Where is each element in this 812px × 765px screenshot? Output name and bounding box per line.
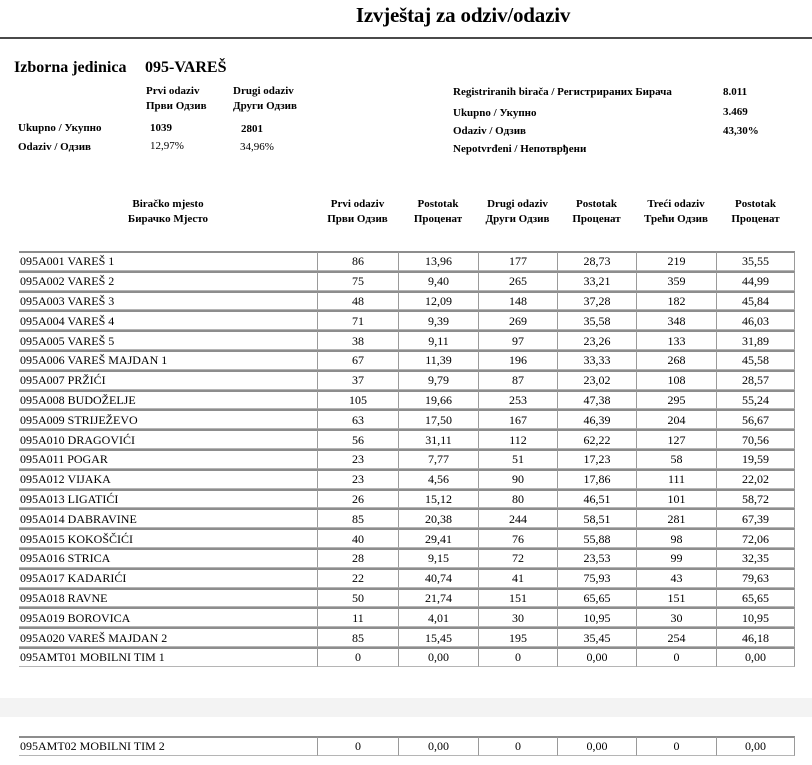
table-row xyxy=(19,647,795,667)
third-turnout-cell: 204 xyxy=(636,409,716,429)
column-header-second-percent: Postotak Проценат xyxy=(572,198,621,225)
first-turnout-cell: 67 xyxy=(317,350,398,370)
first-percent-cell: 20,38 xyxy=(398,508,478,528)
first-percent-cell: 4,01 xyxy=(398,607,478,627)
column-header-first-percent: Postotak Проценат xyxy=(413,198,463,225)
table-row xyxy=(19,627,795,647)
second-turnout-cell: 90 xyxy=(478,469,557,489)
first-percent-cell: 31,11 xyxy=(398,429,478,449)
second-turnout-cell: 41 xyxy=(478,568,557,588)
polling-station-cell: 095A017 KADARIĆI xyxy=(19,568,317,588)
third-percent-cell: 45,58 xyxy=(716,350,795,370)
polling-station-cell: 095A010 DRAGOVIĆI xyxy=(19,429,317,449)
polling-station-cell: 095A007 PRŽIĆI xyxy=(19,370,317,390)
table-row xyxy=(19,370,795,390)
first-turnout-cell: 11 xyxy=(317,607,398,627)
table-row xyxy=(19,310,795,330)
second-percent-cell: 35,58 xyxy=(557,310,636,330)
first-turnout-cell: 26 xyxy=(317,489,398,509)
polling-station-cell: 095A020 VAREŠ MAJDAN 2 xyxy=(19,627,317,647)
first-turnout-cell: 23 xyxy=(317,469,398,489)
third-turnout-cell: 281 xyxy=(636,508,716,528)
third-turnout-cell: 268 xyxy=(636,350,716,370)
first-percent-cell: 19,66 xyxy=(398,390,478,410)
polling-station-cell: 095A009 STRIJEŽEVO xyxy=(19,409,317,429)
table-row xyxy=(19,528,795,548)
first-turnout-cell: 50 xyxy=(317,588,398,608)
second-percent-cell: 46,51 xyxy=(557,489,636,509)
third-turnout-cell: 43 xyxy=(636,568,716,588)
third-turnout-cell: 30 xyxy=(636,607,716,627)
second-percent-cell: 23,53 xyxy=(557,548,636,568)
third-turnout-cell: 101 xyxy=(636,489,716,509)
turnout-first-value: 12,97% xyxy=(150,140,184,152)
third-percent-cell: 65,65 xyxy=(716,588,795,608)
second-turnout-cell: 253 xyxy=(478,390,557,410)
column-header-polling-station: Biračko mjesto Бирачко Мјесто xyxy=(127,198,209,225)
second-percent-cell: 10,95 xyxy=(557,607,636,627)
first-turnout-cell: 23 xyxy=(317,449,398,469)
polling-station-cell: 095A003 VAREŠ 3 xyxy=(19,291,317,311)
second-percent-cell: 62,22 xyxy=(557,429,636,449)
first-turnout-cell: 0 xyxy=(317,647,398,667)
second-turnout-header-latin: Drugi odaziv xyxy=(233,85,294,97)
first-percent-cell: 0,00 xyxy=(398,736,478,756)
first-turnout-cell: 22 xyxy=(317,568,398,588)
first-turnout-cell: 56 xyxy=(317,429,398,449)
third-percent-cell: 56,67 xyxy=(716,409,795,429)
first-percent-cell: 17,50 xyxy=(398,409,478,429)
third-percent-cell: 0,00 xyxy=(716,647,795,667)
first-percent-cell: 11,39 xyxy=(398,350,478,370)
first-percent-cell: 9,79 xyxy=(398,370,478,390)
second-turnout-cell: 51 xyxy=(478,449,557,469)
second-percent-cell: 75,93 xyxy=(557,568,636,588)
third-percent-cell: 35,55 xyxy=(716,251,795,271)
third-percent-cell: 58,72 xyxy=(716,489,795,509)
table-row xyxy=(19,489,795,509)
table-row xyxy=(19,548,795,568)
first-percent-cell: 40,74 xyxy=(398,568,478,588)
polling-station-cell: 095AMT01 MOBILNI TIM 1 xyxy=(19,647,317,667)
second-percent-cell: 0,00 xyxy=(557,647,636,667)
first-percent-cell: 9,39 xyxy=(398,310,478,330)
first-turnout-cell: 48 xyxy=(317,291,398,311)
first-turnout-header-cyrillic: Први Одзив xyxy=(146,100,207,112)
polling-station-cell: 095A006 VAREŠ MAJDAN 1 xyxy=(19,350,317,370)
third-percent-cell: 31,89 xyxy=(716,330,795,350)
second-turnout-cell: 30 xyxy=(478,607,557,627)
second-turnout-header-cyrillic: Други Одзив xyxy=(233,100,297,112)
first-turnout-cell: 85 xyxy=(317,508,398,528)
table-row xyxy=(19,588,795,608)
second-percent-cell: 23,26 xyxy=(557,330,636,350)
turnout-table-page-2 xyxy=(19,736,795,756)
column-header-first-turnout: Prvi odaziv Први Одзив xyxy=(327,198,388,225)
polling-station-cell: 095A004 VAREŠ 4 xyxy=(19,310,317,330)
total-first-value: 1039 xyxy=(150,122,172,134)
second-percent-cell: 37,28 xyxy=(557,291,636,311)
turnout-second-value: 34,96% xyxy=(240,141,274,153)
third-turnout-cell: 182 xyxy=(636,291,716,311)
polling-station-cell: 095A015 KOKOŠČIĆI xyxy=(19,528,317,548)
first-percent-cell: 29,41 xyxy=(398,528,478,548)
third-turnout-cell: 0 xyxy=(636,647,716,667)
first-turnout-cell: 86 xyxy=(317,251,398,271)
second-turnout-cell: 112 xyxy=(478,429,557,449)
second-percent-cell: 33,21 xyxy=(557,271,636,291)
table-row xyxy=(19,330,795,350)
third-percent-cell: 0,00 xyxy=(716,736,795,756)
electoral-unit-label: Izborna jedinica xyxy=(14,59,127,76)
page-break xyxy=(0,698,812,717)
first-percent-cell: 21,74 xyxy=(398,588,478,608)
third-percent-cell: 46,18 xyxy=(716,627,795,647)
third-percent-cell: 44,99 xyxy=(716,271,795,291)
table-row xyxy=(19,508,795,528)
report-title: Izvještaj za odziv/odaziv xyxy=(355,3,571,27)
second-turnout-cell: 97 xyxy=(478,330,557,350)
third-turnout-cell: 219 xyxy=(636,251,716,271)
third-turnout-cell: 348 xyxy=(636,310,716,330)
third-percent-cell: 55,24 xyxy=(716,390,795,410)
first-turnout-cell: 71 xyxy=(317,310,398,330)
second-percent-cell: 17,86 xyxy=(557,469,636,489)
third-percent-cell: 79,63 xyxy=(716,568,795,588)
turnout-label: Odaziv / Одзив xyxy=(18,141,91,153)
second-percent-cell: 33,33 xyxy=(557,350,636,370)
third-percent-cell: 28,57 xyxy=(716,370,795,390)
second-turnout-cell: 76 xyxy=(478,528,557,548)
first-turnout-header-latin: Prvi odaziv xyxy=(146,85,200,97)
first-percent-cell: 15,45 xyxy=(398,627,478,647)
first-percent-cell: 9,11 xyxy=(398,330,478,350)
third-turnout-cell: 58 xyxy=(636,449,716,469)
second-turnout-cell: 195 xyxy=(478,627,557,647)
third-turnout-cell: 0 xyxy=(636,736,716,756)
third-percent-cell: 45,84 xyxy=(716,291,795,311)
polling-station-cell: 095AMT02 MOBILNI TIM 2 xyxy=(19,736,317,756)
second-percent-cell: 35,45 xyxy=(557,627,636,647)
second-turnout-cell: 80 xyxy=(478,489,557,509)
third-turnout-cell: 359 xyxy=(636,271,716,291)
total-second-value: 2801 xyxy=(241,123,263,135)
first-turnout-cell: 85 xyxy=(317,627,398,647)
polling-station-cell: 095A013 LIGATIĆI xyxy=(19,489,317,509)
turnout-table-body xyxy=(19,251,795,667)
table-row xyxy=(19,409,795,429)
overall-turnout-label: Odaziv / Одзив xyxy=(453,125,526,137)
registered-voters-value: 8.011 xyxy=(723,86,748,98)
second-turnout-cell: 87 xyxy=(478,370,557,390)
unconfirmed-label: Nepotvrđeni / Непотврђени xyxy=(453,143,587,155)
second-percent-cell: 0,00 xyxy=(557,736,636,756)
third-turnout-cell: 108 xyxy=(636,370,716,390)
third-percent-cell: 67,39 xyxy=(716,508,795,528)
overall-total-value: 3.469 xyxy=(723,106,748,118)
second-percent-cell: 46,39 xyxy=(557,409,636,429)
column-header-third-percent: Postotak Проценат xyxy=(731,198,780,225)
polling-station-cell: 095A016 STRICA xyxy=(19,548,317,568)
second-turnout-cell: 196 xyxy=(478,350,557,370)
second-turnout-cell: 0 xyxy=(478,736,557,756)
table-row xyxy=(19,736,795,756)
third-turnout-cell: 133 xyxy=(636,330,716,350)
overall-turnout-value: 43,30% xyxy=(723,125,759,137)
third-percent-cell: 72,06 xyxy=(716,528,795,548)
third-percent-cell: 19,59 xyxy=(716,449,795,469)
first-percent-cell: 7,77 xyxy=(398,449,478,469)
polling-station-cell: 095A001 VAREŠ 1 xyxy=(19,251,317,271)
third-turnout-cell: 98 xyxy=(636,528,716,548)
first-percent-cell: 0,00 xyxy=(398,647,478,667)
turnout-table xyxy=(19,251,795,667)
table-row xyxy=(19,429,795,449)
third-turnout-cell: 127 xyxy=(636,429,716,449)
third-percent-cell: 46,03 xyxy=(716,310,795,330)
third-percent-cell: 70,56 xyxy=(716,429,795,449)
second-turnout-cell: 148 xyxy=(478,291,557,311)
first-percent-cell: 15,12 xyxy=(398,489,478,509)
second-turnout-cell: 244 xyxy=(478,508,557,528)
first-turnout-cell: 63 xyxy=(317,409,398,429)
electoral-unit-value: 095-VAREŠ xyxy=(145,59,227,76)
second-percent-cell: 28,73 xyxy=(557,251,636,271)
second-turnout-cell: 0 xyxy=(478,647,557,667)
second-turnout-cell: 167 xyxy=(478,409,557,429)
registered-voters-label: Registriranih birača / Регистрираних Бирача xyxy=(453,86,672,98)
first-turnout-cell: 40 xyxy=(317,528,398,548)
second-percent-cell: 65,65 xyxy=(557,588,636,608)
table-row xyxy=(19,350,795,370)
polling-station-cell: 095A019 BOROVICA xyxy=(19,607,317,627)
table-row xyxy=(19,271,795,291)
second-turnout-cell: 269 xyxy=(478,310,557,330)
table-row xyxy=(19,291,795,311)
table-row xyxy=(19,390,795,410)
polling-station-cell: 095A012 VIJAKA xyxy=(19,469,317,489)
second-percent-cell: 23,02 xyxy=(557,370,636,390)
table-row xyxy=(19,568,795,588)
first-turnout-cell: 28 xyxy=(317,548,398,568)
second-turnout-cell: 72 xyxy=(478,548,557,568)
total-label: Ukupno / Укупно xyxy=(18,122,102,134)
table-row xyxy=(19,607,795,627)
third-turnout-cell: 111 xyxy=(636,469,716,489)
second-percent-cell: 58,51 xyxy=(557,508,636,528)
third-turnout-cell: 151 xyxy=(636,588,716,608)
table-row xyxy=(19,251,795,271)
polling-station-cell: 095A011 POGAR xyxy=(19,449,317,469)
second-turnout-cell: 151 xyxy=(478,588,557,608)
third-turnout-cell: 99 xyxy=(636,548,716,568)
second-turnout-cell: 265 xyxy=(478,271,557,291)
column-header-third-turnout: Treći odaziv Трећи Одзив xyxy=(644,198,708,225)
polling-station-cell: 095A005 VAREŠ 5 xyxy=(19,330,317,350)
polling-station-cell: 095A018 RAVNE xyxy=(19,588,317,608)
third-turnout-cell: 254 xyxy=(636,627,716,647)
first-percent-cell: 4,56 xyxy=(398,469,478,489)
table-row xyxy=(19,449,795,469)
first-percent-cell: 12,09 xyxy=(398,291,478,311)
first-turnout-cell: 75 xyxy=(317,271,398,291)
first-percent-cell: 9,40 xyxy=(398,271,478,291)
first-percent-cell: 13,96 xyxy=(398,251,478,271)
table-row xyxy=(19,469,795,489)
second-percent-cell: 17,23 xyxy=(557,449,636,469)
polling-station-cell: 095A002 VAREŠ 2 xyxy=(19,271,317,291)
second-turnout-cell: 177 xyxy=(478,251,557,271)
polling-station-cell: 095A014 DABRAVINE xyxy=(19,508,317,528)
first-turnout-cell: 37 xyxy=(317,370,398,390)
first-turnout-cell: 38 xyxy=(317,330,398,350)
first-percent-cell: 9,15 xyxy=(398,548,478,568)
second-percent-cell: 47,38 xyxy=(557,390,636,410)
first-turnout-cell: 0 xyxy=(317,736,398,756)
third-percent-cell: 32,35 xyxy=(716,548,795,568)
first-turnout-cell: 105 xyxy=(317,390,398,410)
third-percent-cell: 22,02 xyxy=(716,469,795,489)
third-percent-cell: 10,95 xyxy=(716,607,795,627)
turnout-table-page-2-body xyxy=(19,736,795,756)
column-header-second-turnout: Drugi odaziv Други Одзив xyxy=(485,198,550,225)
second-percent-cell: 55,88 xyxy=(557,528,636,548)
title-divider xyxy=(0,37,812,39)
polling-station-cell: 095A008 BUDOŽELJE xyxy=(19,390,317,410)
third-turnout-cell: 295 xyxy=(636,390,716,410)
overall-total-label: Ukupno / Укупно xyxy=(453,107,537,119)
